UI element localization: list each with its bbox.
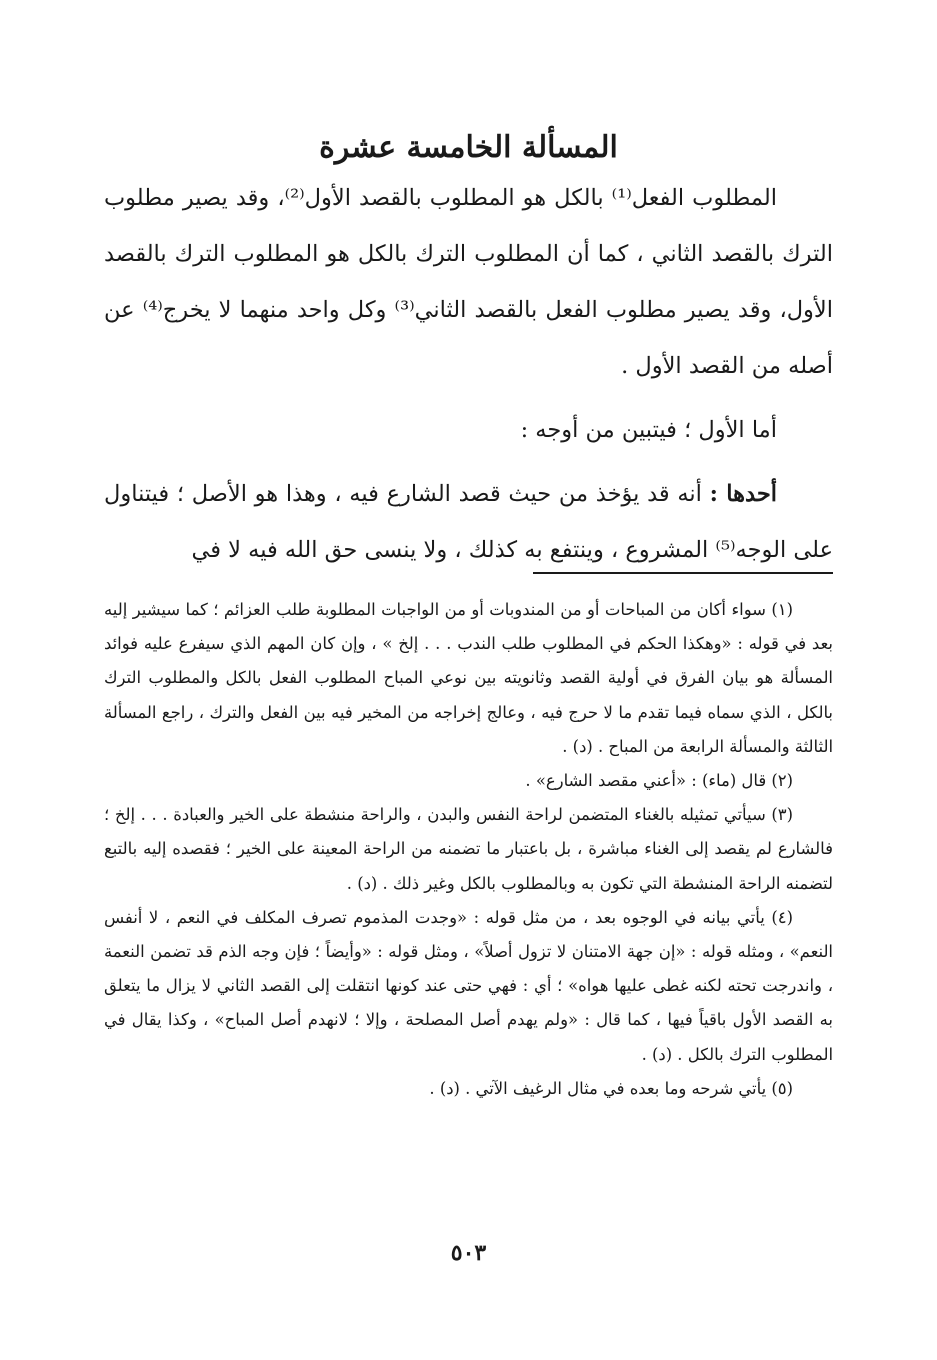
chapter-title: المسألة الخامسة عشرة	[319, 130, 618, 166]
paragraph-3-text: أنه قد يؤخذ من حيث قصد الشارع فيه ، وهذا هو الأصل ؛ فيتناول على الوجه⁽⁵⁾ المشروع ، وينتفع به كذلك ، ولا ينسى حق الله فيه لا في	[104, 481, 833, 563]
paragraph-2: أما الأول ؛ فيتبين من أوجه :	[520, 417, 777, 443]
footnote-3: (٣) سيأتي تمثيله بالغناء المتضمن لراحة النفس والبدن ، والراحة منشطة على الخير والعبادة . . . إلخ ؛ فالشارع لم يقصد إلى الغناء مباشرة ، بل باعتبار ما تضمنه من الراحة المعينة على الخير ؛ فقصده إليه بالتبع لتضمنه الراحة المنشطة التي تكون به وبالمطلوب بالكل وغير ذلك . (د) .	[104, 805, 833, 893]
footnote-5: (٥) يأتي شرحه وما بعده في مثال الرغيف الآتي . (د) .	[429, 1078, 793, 1098]
footnote-1: (١) سواء أكان من المباحات أو من المندوبات أو من الواجبات المطلوبة طلب العزائم ؛ كما سيشير إليه بعد في قوله : «وهكذا الحكم في المطلوب طلب الندب . . . إلخ » ، وإن كان المهم الذي سيفرع عليه فوائد المسألة هو بيان الفرق في أولية القصد وثانويته بين نوعي المباح المطلوب الفعل بالكل والمطلوب الترك بالكل ، الذي سماه فيما تقدم ما لا حرج فيه ، وعالج إخراجه من المخير فيه بين الفعل والترك ، راجع المسألة الثالثة والمسألة الرابعة من المباح . (د) .	[104, 600, 833, 756]
footnotes	[104, 593, 833, 1106]
footnote-4: (٤) يأتي بيانه في الوجوه بعد ، من مثل قوله : «وجدت المذموم تصرف المكلف في النعم ، لا أنفس النعم» ، ومثله قوله : «إن جهة الامتنان لا تزول أصلاً» ، ومثل قوله : «وأيضاً ؛ فإن وجه الذم قد تضمن النعمة ، واندرجت تحته لكنه غطى عليها هواه» ؛ أي : فهي حتى عند كونها انتقلت إلى القصد الثاني لا يزال ما يتعلق به القصد الأول باقياً فيها ، كما قال : «ولم يهدم أصل المصلحة ، وإلا ؛ لانهدم أصل المباح» ، وكذا يقال في المطلوب الترك بالكل . (د) .	[104, 907, 833, 1064]
paragraph-3-lead: أحدها :	[709, 481, 777, 507]
paragraph-3	[104, 466, 833, 578]
paragraph-1: المطلوب الفعل⁽¹⁾ بالكل هو المطلوب بالقصد الأول⁽²⁾، وقد يصير مطلوب الترك بالقصد الثاني ، كما أن المطلوب الترك بالكل هو المطلوب الترك بالقصد الأول، وقد يصير مطلوب الفعل بالقصد الثاني⁽³⁾ وكل واحد منهما لا يخرج⁽⁴⁾ عن أصله من القصد الأول .	[104, 185, 834, 379]
footnote-2: (٢) قال (ماء) : «أعني مقصد الشارع» .	[525, 771, 793, 791]
footnote-separator	[533, 572, 833, 574]
main-text	[104, 170, 833, 578]
page-number: ٥٠٣	[450, 1240, 487, 1266]
